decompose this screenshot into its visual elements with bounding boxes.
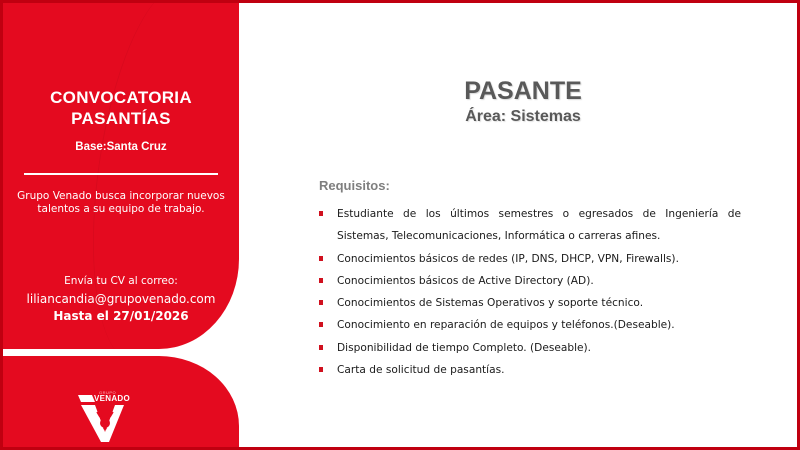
- requirement-item: [317, 292, 741, 314]
- divider: [24, 173, 218, 175]
- deadline: Hasta el 27/01/2026: [53, 309, 189, 323]
- contact-email[interactable]: liliancandia@grupovenado.com: [26, 292, 216, 306]
- bullet-icon: [319, 300, 323, 305]
- requirement-text: Conocimientos de Sistemas Operativos y soporte técnico.: [337, 297, 644, 310]
- bullet-icon: [319, 211, 323, 216]
- requirement-item: [317, 359, 741, 381]
- requirement-text: Disponibilidad de tiempo Completo. (Deseable).: [337, 341, 592, 354]
- requirement-item: [317, 248, 741, 270]
- grupo-venado-logo: [75, 390, 135, 446]
- logo-small-text: GRUPO: [99, 390, 117, 395]
- announcement-title-line2: PASANTÍAS: [71, 109, 171, 128]
- requirement-text: Conocimientos básicos de redes (IP, DNS, DHCP, VPN, Firewalls).: [337, 252, 679, 265]
- intro-text: Grupo Venado busca incorporar nuevos talentos a su equipo de trabajo.: [17, 190, 225, 215]
- bullet-icon: [319, 256, 323, 261]
- bullet-icon: [319, 367, 323, 372]
- requirement-text: Carta de solicitud de pasantías.: [337, 364, 505, 377]
- position-title: PASANTE: [464, 77, 582, 105]
- left-panel: [3, 3, 239, 447]
- requirement-text: Estudiante de los últimos semestres o egresados de Ingeniería de Sistemas, Telecomunicaciones, Informática o carreras afines.: [337, 208, 741, 243]
- requirement-item: [317, 270, 741, 292]
- requirement-item: [317, 314, 741, 336]
- bullet-icon: [319, 322, 323, 327]
- announcement-title: [3, 87, 239, 129]
- requirements-list: [317, 203, 741, 381]
- bullet-icon: [319, 345, 323, 350]
- requirement-text: Conocimiento en reparación de equipos y teléfonos.(Deseable).: [337, 319, 675, 332]
- requirements-heading: Requisitos:: [319, 178, 390, 193]
- requirement-item: [317, 203, 741, 248]
- send-cv-label: Envía tu CV al correo:: [64, 275, 178, 287]
- bullet-icon: [319, 278, 323, 283]
- location-label: Base:Santa Cruz: [75, 141, 167, 153]
- position-area: Área: Sistemas: [465, 108, 581, 125]
- requirement-item: [317, 337, 741, 359]
- announcement-title-line1: CONVOCATORIA: [50, 88, 192, 107]
- requirement-text: Conocimientos básicos de Active Directory (AD).: [337, 274, 594, 287]
- logo-brand-text: VENADO: [94, 394, 131, 403]
- deer-v-logo-icon: [75, 390, 135, 446]
